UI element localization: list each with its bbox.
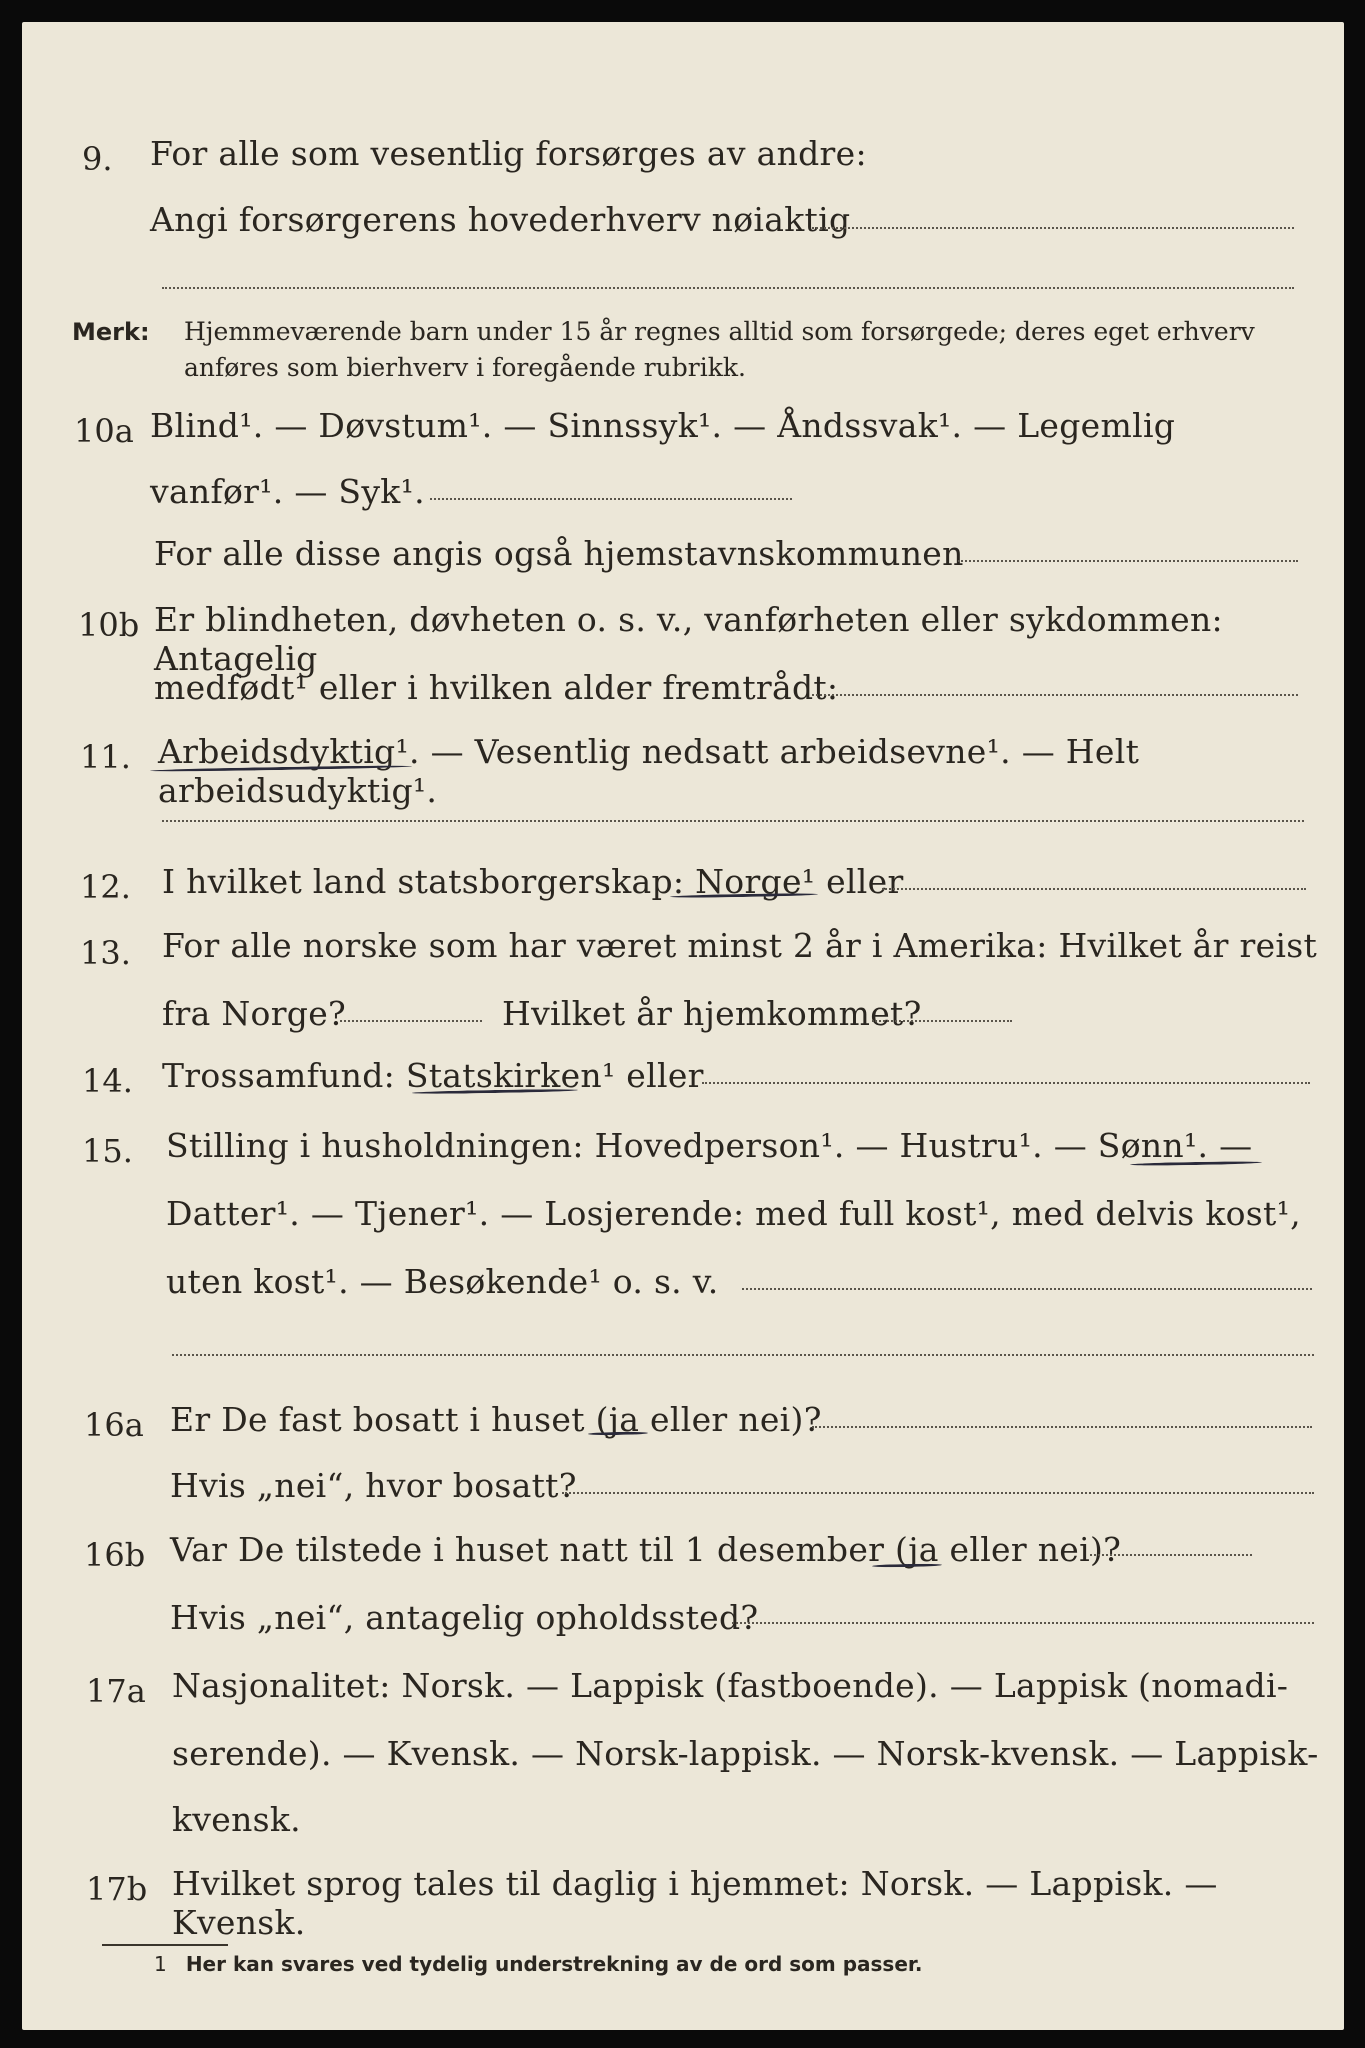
question-14-text: Trossamfund: Statskirken¹ eller xyxy=(162,1056,704,1095)
question-17b-text: Hvilket sprog tales til daglig i hjemmet: Norsk. — Lappisk. — Kvensk. xyxy=(172,1864,1218,1942)
question-9-text: For alle som vesentlig forsørges av andre: xyxy=(150,134,867,173)
footnote-rule xyxy=(102,1944,228,1946)
question-16b-text-2: Hvis „nei“, antagelig opholdssted? xyxy=(170,1598,759,1637)
answer-line-15a[interactable] xyxy=(742,1288,1312,1290)
question-13-text-2a: fra Norge? xyxy=(162,994,347,1033)
question-10a-text: Blind¹. — Døvstum¹. — Sinnssyk¹. — Åndssvak¹. — Legemlig xyxy=(150,406,1176,445)
footnote-text: Her kan svares ved tydelig understrekning av de ord som passer. xyxy=(185,1952,923,1976)
question-11-text: Arbeidsdyktig¹. — Vesentlig nedsatt arbeidsevne¹. — Helt arbeidsudyktig¹. xyxy=(158,732,1140,810)
answer-line-10b[interactable] xyxy=(812,694,1298,696)
question-number-17b: 17b xyxy=(86,1870,148,1908)
question-number-10b: 10b xyxy=(78,606,140,644)
question-15-text-3: uten kost¹. — Besøkende¹ o. s. v. xyxy=(166,1262,719,1301)
question-10b-text-2: medfødt¹ eller i hvilken alder fremtrådt: xyxy=(154,668,839,707)
question-number-14: 14. xyxy=(82,1062,133,1100)
question-17a-text: Nasjonalitet: Norsk. — Lappisk (fastboende). — Lappisk (nomadi- xyxy=(172,1666,1289,1705)
note-line-1: Hjemmeværende barn under 15 år regnes alltid som forsørgede; deres eget erhverv xyxy=(184,317,1255,346)
answer-line-16b-1[interactable] xyxy=(1090,1554,1252,1556)
question-number-17a: 17a xyxy=(86,1672,146,1710)
answer-line-9a[interactable] xyxy=(812,227,1294,229)
question-10a-text-3: For alle disse angis også hjemstavnskommunen xyxy=(154,534,964,573)
note-line-2: anføres som bierhverv i foregående rubrikk. xyxy=(184,353,746,382)
question-12-text: I hvilket land statsborgerskap: Norge¹ eller xyxy=(162,862,904,901)
answer-line-15b[interactable] xyxy=(172,1354,1314,1356)
answer-line-10a-2[interactable] xyxy=(958,560,1298,562)
question-number-13: 13. xyxy=(80,934,131,972)
question-number-12: 12. xyxy=(80,868,131,906)
question-15-text: Stilling i husholdningen: Hovedperson¹. — Hustru¹. — Sønn¹. — xyxy=(166,1126,1253,1165)
answer-line-12[interactable] xyxy=(882,888,1306,890)
question-9-prompt: Angi forsørgerens hovederhverv nøiaktig xyxy=(150,200,851,239)
question-16b-text: Var De tilstede i huset natt til 1 desember (ja eller nei)? xyxy=(170,1530,1122,1569)
question-17a-text-2: serende). — Kvensk. — Norsk-lappisk. — Norsk-kvensk. — Lappisk- xyxy=(172,1734,1319,1773)
question-number-9: 9. xyxy=(82,140,113,178)
answer-line-11[interactable] xyxy=(162,820,1304,822)
question-number-16b: 16b xyxy=(84,1536,146,1574)
question-16a-text: Er De fast bosatt i huset (ja eller nei)? xyxy=(170,1400,822,1439)
answer-line-13-reist[interactable] xyxy=(340,1020,482,1022)
question-number-10a: 10a xyxy=(74,412,134,450)
form-page xyxy=(22,22,1344,2030)
question-number-15: 15. xyxy=(82,1132,133,1170)
answer-line-9b[interactable] xyxy=(162,287,1294,289)
answer-line-16b-2[interactable] xyxy=(732,1622,1314,1624)
question-13-text-2b: Hvilket år hjemkommet? xyxy=(502,994,922,1033)
question-15-text-2: Datter¹. — Tjener¹. — Losjerende: med full kost¹, med delvis kost¹, xyxy=(166,1194,1301,1233)
question-16a-text-2: Hvis „nei“, hvor bosatt? xyxy=(170,1466,577,1505)
answer-line-10a-1[interactable] xyxy=(430,498,792,500)
note-label: Merk: xyxy=(72,318,150,346)
answer-line-16a-1[interactable] xyxy=(812,1426,1312,1428)
question-10b-text: Er blindheten, døvheten o. s. v., vanførheten eller sykdommen: Antagelig xyxy=(154,600,1223,678)
answer-line-16a-2[interactable] xyxy=(562,1492,1314,1494)
answer-line-13-hjemkommet[interactable] xyxy=(872,1020,1012,1022)
answer-line-14[interactable] xyxy=(702,1082,1310,1084)
footnote xyxy=(154,1952,923,1976)
question-10a-text-2: vanfør¹. — Syk¹. xyxy=(150,472,425,511)
question-13-text: For alle norske som har været minst 2 år i Amerika: Hvilket år reist xyxy=(162,926,1318,965)
question-number-16a: 16a xyxy=(84,1406,144,1444)
question-number-11: 11. xyxy=(80,738,131,776)
question-17a-text-3: kvensk. xyxy=(172,1800,301,1839)
footnote-mark: 1 xyxy=(154,1952,167,1976)
